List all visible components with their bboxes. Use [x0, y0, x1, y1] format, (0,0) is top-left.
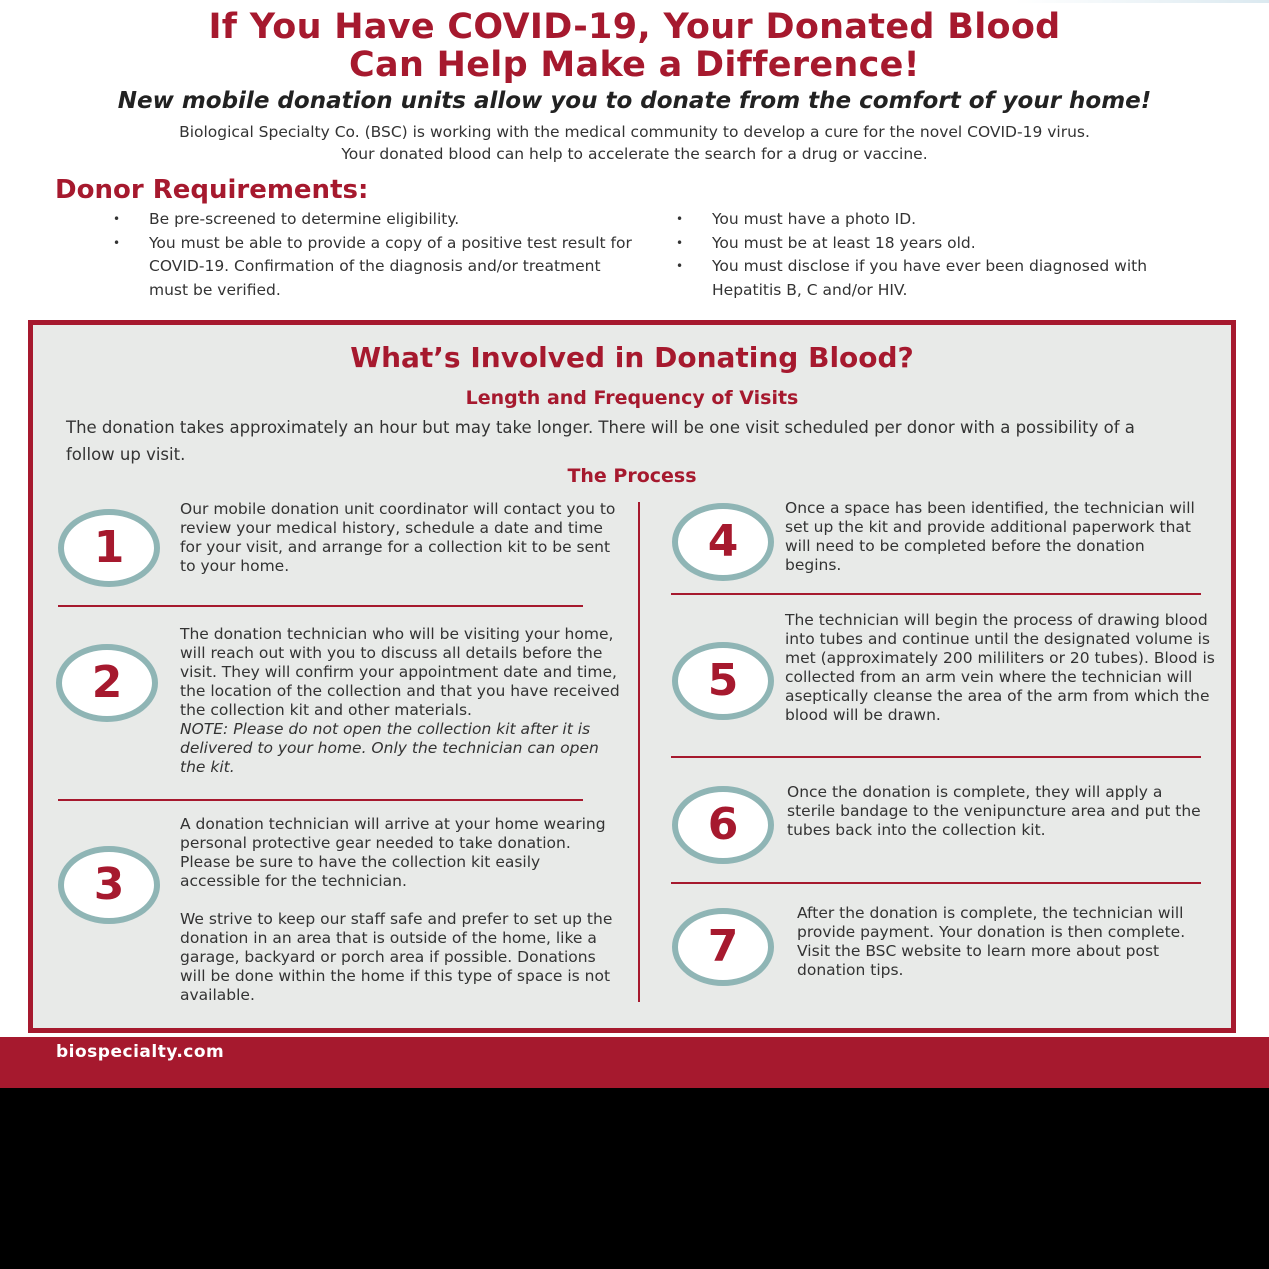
step-divider: [58, 605, 583, 607]
step-6-circle: [672, 786, 774, 864]
process-panel-title: What’s Involved in Donating Blood?: [350, 341, 914, 374]
step-number: 1: [93, 522, 125, 573]
length-frequency-text: The donation takes approximately an hour but may take longer. There will be one visit scheduled per donor with a possibility of a follow up visit.: [66, 418, 1135, 464]
step-7-circle: [672, 908, 774, 986]
step-4-text: Once a space has been identified, the technician will set up the kit and provide additional paperwork that will need to be completed before the donation begins.: [785, 499, 1195, 574]
step-1-circle: [58, 509, 160, 587]
step-divider: [671, 882, 1201, 884]
requirement-item: • You must be at least 18 years old.: [676, 232, 1176, 256]
process-panel: [28, 320, 1236, 1033]
title-line-2: Can Help Make a Difference!: [349, 45, 920, 85]
requirement-item: • You must be able to provide a copy of a positive test result for COVID-19. Confirmation of the diagnosis and/or treatment must be verified.: [113, 232, 633, 303]
requirement-item: • Be pre-screened to determine eligibility.: [113, 208, 633, 232]
intro-line-1: Biological Specialty Co. (BSC) is working with the medical community to develop a cure for the novel COVID-19 virus.: [179, 123, 1090, 141]
footer-bar: [0, 1037, 1269, 1088]
step-4-circle: [672, 503, 774, 581]
step-7-text: After the donation is complete, the technician will provide payment. Your donation is then complete. Visit the BSC website to learn more about post donation tips.: [797, 904, 1186, 979]
step-number: 4: [707, 516, 739, 567]
title-line-1: If You Have COVID-19, Your Donated Blood: [208, 7, 1061, 47]
step-5-circle: [672, 642, 774, 720]
donor-requirements-heading: Donor Requirements:: [55, 175, 369, 205]
requirements-list-right: [676, 208, 1176, 302]
step-2-text: [180, 625, 620, 777]
step-5-text: The technician will begin the process of drawing blood into tubes and continue until the designated volume is met (approximately 200 mililiters or 20 tubes). Blood is collected from an arm vein where the technician will aseptically cleanse the area of the arm from which the blood will be drawn.: [785, 611, 1215, 724]
step-2-note: NOTE: Please do not open the collection kit after it is delivered to your home. Only the technician can open the kit.: [180, 720, 599, 776]
process-heading: The Process: [567, 465, 697, 487]
intro-line-2: Your donated blood can help to accelerate the search for a drug or vaccine.: [341, 145, 928, 163]
length-frequency-heading: Length and Frequency of Visits: [465, 387, 799, 409]
step-3-text: [180, 815, 620, 1005]
requirement-item: • You must disclose if you have ever been diagnosed with Hepatitis B, C and/or HIV.: [676, 255, 1176, 302]
requirements-list-left: [113, 208, 633, 302]
step-3-body-2: We strive to keep our staff safe and prefer to set up the donation in an area that is outside of the home, like a garage, backyard or porch area if possible. Donations will be done within the home if this type of space is not available.: [180, 910, 613, 1004]
step-divider: [671, 756, 1201, 758]
step-2-circle: [56, 644, 158, 722]
step-3-body: A donation technician will arrive at your home wearing personal protective gear needed to take donation. Please be sure to have the collection kit easily accessible for the technician.: [180, 815, 606, 890]
website-url: biospecialty.com: [56, 1042, 225, 1062]
requirement-item: • You must have a photo ID.: [676, 208, 1176, 232]
step-number: 3: [93, 859, 125, 910]
step-3-circle: [58, 846, 160, 924]
top-edge: [0, 0, 1269, 3]
step-number: 5: [707, 655, 739, 706]
step-1-text: Our mobile donation unit coordinator will contact you to review your medical history, schedule a date and time for your visit, and arrange for a collection kit to be sent to your home.: [180, 500, 616, 575]
column-divider: [638, 502, 640, 1002]
step-divider: [58, 799, 583, 801]
step-2-body: The donation technician who will be visiting your home, will reach out with you to discuss all details before the visit. They will confirm your appointment date and time, the location of the collection and that you have received the collection kit and other materials.: [180, 625, 620, 719]
step-divider: [671, 593, 1201, 595]
step-6-text: Once the donation is complete, they will apply a sterile bandage to the venipuncture area and put the tubes back into the collection kit.: [787, 783, 1201, 839]
step-number: 2: [91, 657, 123, 708]
subtitle: New mobile donation units allow you to donate from the comfort of your home!: [117, 88, 1152, 114]
step-number: 7: [707, 921, 739, 972]
step-number: 6: [707, 799, 739, 850]
